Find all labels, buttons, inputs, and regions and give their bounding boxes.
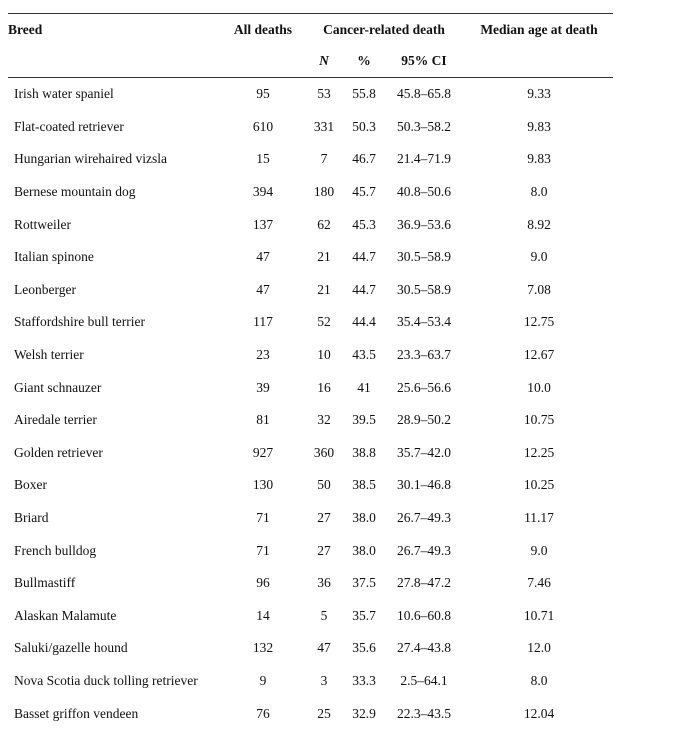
cell-median-age: 12.25 (523, 444, 555, 460)
cell-breed: Hungarian wirehaired vizsla (14, 151, 167, 167)
cell-breed: Golden retriever (14, 444, 103, 460)
header-breed: Breed (8, 14, 223, 46)
cell-median-age: 12.75 (523, 314, 555, 330)
cell-n: 21 (317, 281, 331, 297)
cell-pct: 55.8 (352, 86, 376, 102)
cell-pct: 46.7 (352, 151, 376, 167)
cell-pct: 44.7 (352, 281, 376, 297)
cell-median-age: 9.0 (530, 542, 548, 558)
cell-breed: Nova Scotia duck tolling retriever (14, 672, 198, 688)
cell-ci: 36.9–53.6 (397, 216, 451, 232)
cell-breed: Leonberger (14, 281, 76, 297)
cell-all-deaths: 610 (252, 118, 274, 134)
cell-ci: 28.9–50.2 (397, 412, 451, 428)
cell-median-age: 10.75 (523, 412, 555, 428)
cell-pct: 39.5 (352, 412, 376, 428)
cell-ci: 22.3–43.5 (397, 705, 451, 721)
table-row (8, 600, 613, 633)
cell-n: 25 (317, 705, 331, 721)
cell-n: 16 (317, 379, 331, 395)
cell-ci: 30.5–58.9 (397, 249, 451, 265)
cell-n: 50 (317, 477, 331, 493)
cell-n: 47 (317, 640, 331, 656)
cell-all-deaths: 71 (256, 510, 270, 526)
cell-pct: 33.3 (352, 672, 376, 688)
cell-pct: 41 (357, 379, 371, 395)
table-row (8, 632, 613, 665)
header-row-sub (8, 45, 613, 78)
cell-n: 21 (317, 249, 331, 265)
cell-all-deaths: 71 (256, 542, 270, 558)
cell-breed: Giant schnauzer (14, 379, 102, 395)
cell-all-deaths: 9 (259, 672, 267, 688)
cell-all-deaths: 927 (252, 444, 274, 460)
cell-n: 32 (317, 412, 331, 428)
table-row (8, 306, 613, 339)
cell-n: 5 (320, 607, 328, 623)
cell-breed: French bulldog (14, 542, 97, 558)
cell-ci: 23.3–63.7 (397, 347, 451, 363)
cell-n: 10 (317, 347, 331, 363)
cell-median-age: 8.0 (530, 184, 548, 200)
table-row (8, 665, 613, 698)
cell-median-age: 10.0 (527, 379, 551, 395)
cell-pct: 35.7 (352, 607, 376, 623)
cell-pct: 43.5 (352, 347, 376, 363)
cell-n: 53 (317, 86, 331, 102)
cell-ci: 2.5–64.1 (400, 672, 448, 688)
cell-pct: 32.9 (352, 705, 376, 721)
cell-ci: 50.3–58.2 (397, 118, 451, 134)
cell-pct: 37.5 (352, 575, 376, 591)
cell-median-age: 11.17 (524, 510, 554, 526)
table-row (8, 78, 613, 111)
cell-all-deaths: 95 (256, 86, 270, 102)
cell-ci: 35.4–53.4 (397, 314, 451, 330)
cell-pct: 45.7 (352, 184, 376, 200)
cell-breed: Flat-coated retriever (14, 118, 124, 134)
table-row (8, 404, 613, 437)
cell-pct: 35.6 (352, 640, 376, 656)
cell-ci: 27.4–43.8 (397, 640, 451, 656)
header-pct: % (345, 45, 383, 78)
cell-ci: 27.8–47.2 (397, 575, 451, 591)
cell-median-age: 9.0 (530, 249, 548, 265)
table-row (8, 437, 613, 470)
table-row (8, 176, 613, 209)
header-all-deaths: All deaths (223, 14, 303, 46)
cell-pct: 45.3 (352, 216, 376, 232)
table-row (8, 241, 613, 274)
cell-n: 7 (320, 151, 328, 167)
header-empty-median (465, 45, 613, 78)
cell-ci: 40.8–50.6 (397, 184, 451, 200)
table-row (8, 111, 613, 144)
cell-ci: 25.6–56.6 (397, 379, 451, 395)
cell-ci: 30.5–58.9 (397, 281, 451, 297)
cell-all-deaths: 130 (252, 477, 274, 493)
cell-breed: Basset griffon vendeen (14, 705, 139, 721)
table-row (8, 697, 613, 730)
cell-median-age: 10.25 (523, 477, 555, 493)
cell-median-age: 9.33 (527, 86, 551, 102)
cell-all-deaths: 23 (256, 347, 270, 363)
cell-all-deaths: 39 (256, 379, 270, 395)
header-cancer-group: Cancer-related death (303, 14, 465, 46)
cell-n: 331 (313, 118, 335, 134)
table-row (8, 143, 613, 176)
cell-breed: Boxer (14, 477, 47, 493)
cell-breed: Italian spinone (14, 249, 94, 265)
table-row (8, 339, 613, 372)
cell-breed: Irish water spaniel (14, 86, 114, 102)
cell-all-deaths: 47 (256, 281, 270, 297)
cell-n: 360 (313, 444, 335, 460)
cell-breed: Staffordshire bull terrier (14, 314, 145, 330)
cell-ci: 10.6–60.8 (397, 607, 451, 623)
header-empty-breed (8, 45, 223, 78)
cell-n: 27 (317, 510, 331, 526)
cell-pct: 38.0 (352, 510, 376, 526)
cell-breed: Bernese mountain dog (14, 184, 136, 200)
cell-n: 180 (313, 184, 335, 200)
cell-median-age: 8.92 (527, 216, 551, 232)
cell-pct: 44.7 (352, 249, 376, 265)
header-ci: 95% CI (383, 45, 465, 78)
cell-pct: 50.3 (352, 118, 376, 134)
cell-median-age: 9.83 (527, 118, 551, 134)
cell-pct: 38.0 (352, 542, 376, 558)
cell-pct: 38.8 (352, 444, 376, 460)
cell-median-age: 7.46 (527, 575, 551, 591)
cell-n: 36 (317, 575, 331, 591)
cell-median-age: 9.83 (527, 151, 551, 167)
cell-ci: 35.7–42.0 (397, 444, 451, 460)
cell-all-deaths: 81 (256, 412, 270, 428)
cell-ci: 45.8–65.8 (397, 86, 451, 102)
cell-breed: Saluki/gazelle hound (14, 640, 128, 656)
table-row (8, 502, 613, 535)
cell-all-deaths: 76 (256, 705, 270, 721)
cell-median-age: 10.71 (523, 607, 555, 623)
cell-all-deaths: 14 (256, 607, 270, 623)
cell-all-deaths: 47 (256, 249, 270, 265)
header-empty-all (223, 45, 303, 78)
table-header (8, 14, 613, 78)
header-row-top (8, 14, 613, 46)
cell-all-deaths: 117 (253, 314, 273, 330)
header-median-age: Median age at death (465, 14, 613, 46)
table-row (8, 567, 613, 600)
cell-median-age: 12.04 (523, 705, 555, 721)
cell-ci: 26.7–49.3 (397, 510, 451, 526)
cell-pct: 38.5 (352, 477, 376, 493)
cell-breed: Airedale terrier (14, 412, 97, 428)
cell-breed: Briard (14, 510, 49, 526)
table-row (8, 208, 613, 241)
cell-n: 52 (317, 314, 331, 330)
cell-pct: 44.4 (352, 314, 376, 330)
cancer-deaths-table (8, 13, 613, 730)
cell-n: 62 (317, 216, 331, 232)
cell-ci: 21.4–71.9 (397, 151, 451, 167)
cell-ci: 30.1–46.8 (397, 477, 451, 493)
cell-median-age: 7.08 (527, 281, 551, 297)
cell-ci: 26.7–49.3 (397, 542, 451, 558)
cell-n: 3 (320, 672, 328, 688)
cell-all-deaths: 394 (252, 184, 274, 200)
cell-breed: Alaskan Malamute (14, 607, 117, 623)
cell-median-age: 12.67 (523, 347, 555, 363)
cell-all-deaths: 137 (252, 216, 274, 232)
table-body (8, 78, 613, 730)
table-row (8, 274, 613, 307)
table-row (8, 469, 613, 502)
cell-all-deaths: 96 (256, 575, 270, 591)
cell-breed: Rottweiler (14, 216, 71, 232)
cell-breed: Welsh terrier (14, 347, 84, 363)
cell-median-age: 8.0 (530, 672, 548, 688)
table-row (8, 371, 613, 404)
cell-all-deaths: 15 (256, 151, 270, 167)
cell-median-age: 12.0 (527, 640, 551, 656)
table-row (8, 534, 613, 567)
cell-n: 27 (317, 542, 331, 558)
header-n: N (303, 45, 345, 78)
cell-breed: Bullmastiff (14, 575, 76, 591)
cell-all-deaths: 132 (252, 640, 274, 656)
